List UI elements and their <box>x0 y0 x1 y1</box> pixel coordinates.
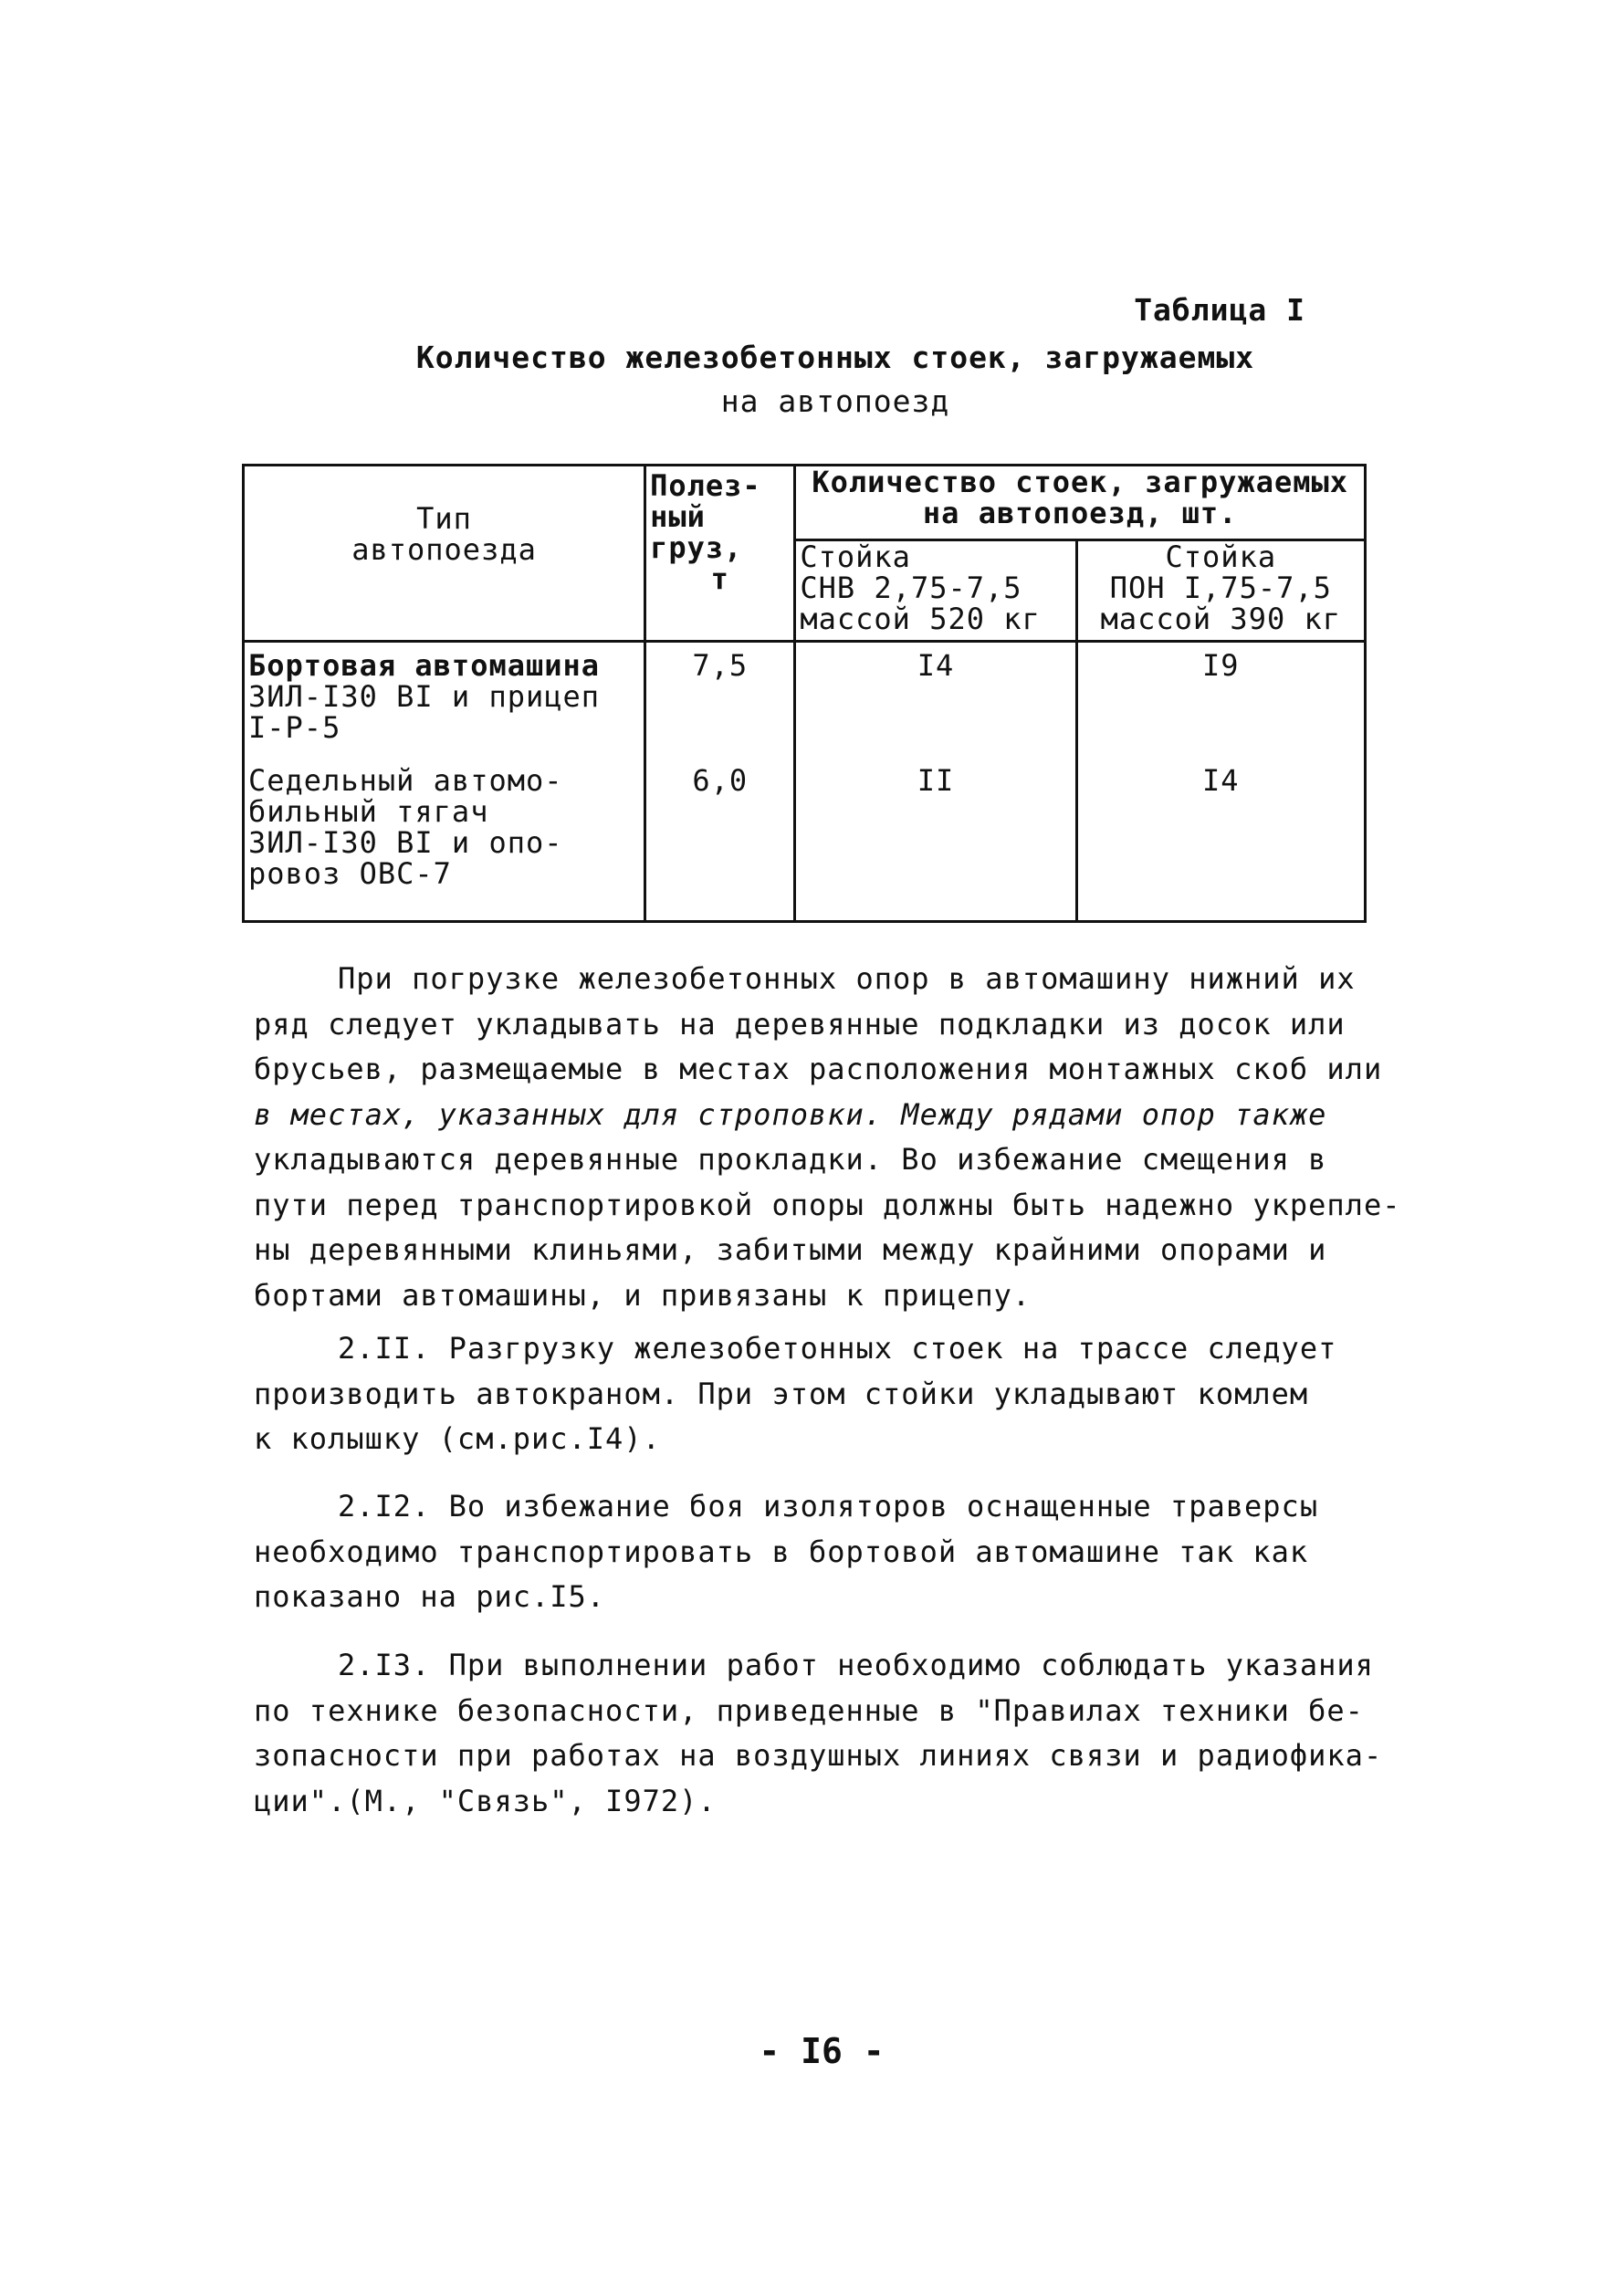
table-row <box>244 642 1366 759</box>
header-column-b <box>1076 539 1365 641</box>
paragraph-line: зопасности при работах на воздушных линиях связи и радиофика- <box>254 1738 1383 1773</box>
row-type-cell <box>244 758 645 922</box>
paragraph-line: показано на рис.I5. <box>254 1579 606 1614</box>
row-count-b-cell: I9 <box>1076 642 1365 759</box>
paragraph-line: брусьев, размещаемые в местах расположения монтажных скоб или <box>254 1052 1383 1086</box>
paragraph-line <box>254 1643 1386 1689</box>
row-type-line: бильный тягач <box>248 794 489 829</box>
table-title <box>274 336 1397 424</box>
header-count-line: Количество стоек, загружаемых <box>812 465 1349 499</box>
row-type-line: ЗИЛ-I30 ВI и опо- <box>248 825 563 860</box>
paragraph-line-text: 2.I2. Во избежание боя изоляторов оснащенные траверсы <box>338 1489 1319 1524</box>
row-count-a-cell: I4 <box>795 642 1076 759</box>
paragraph-line <box>254 957 1386 1002</box>
row-type-line: Бортовая автомашина <box>248 648 601 683</box>
paragraph-line: производить автокраном. При этом стойки укладывают комлем <box>254 1376 1309 1411</box>
table-title-line-2: на автопоезд <box>720 383 950 419</box>
paragraph-line: ряд следует укладывать на деревянные подкладки из досок или <box>254 1006 1346 1042</box>
header-b-line: ПОН I,75-7,5 <box>1109 570 1332 605</box>
header-b-line: массой 390 кг <box>1100 601 1342 636</box>
row-type-line: Седельный автомо- <box>248 763 563 798</box>
paragraph-line: по технике безопасности, приведенные в "Правилах техники бе- <box>254 1692 1364 1728</box>
paragraph-loading <box>254 957 1401 1318</box>
paragraph-line: бортами автомашины, и привязаны к прицепу. <box>254 1277 1032 1313</box>
row-type-line: ровоз ОВС-7 <box>248 856 452 891</box>
paragraph-line: укладываются деревянные прокладки. Во избежание смещения в <box>254 1142 1327 1177</box>
header-load-line: груз, <box>650 530 743 565</box>
row-type-line: ЗИЛ-I30 ВI и прицеп <box>248 679 601 714</box>
table-row <box>244 758 1366 922</box>
paragraph-2-11 <box>254 1326 1386 1462</box>
row-load-cell: 7,5 <box>645 642 795 759</box>
header-type-line: автопоезда <box>351 532 537 567</box>
paragraph-line <box>254 1326 1386 1372</box>
header-count-line: на автопоезд, шт. <box>922 496 1238 530</box>
row-type-cell <box>244 642 645 759</box>
paragraph-line: необходимо транспортировать в бортовой автомашине так как <box>254 1534 1309 1569</box>
row-count-b-cell: I4 <box>1076 758 1365 922</box>
paragraph-line: в местах, указанных для строповки. Между рядами опор также <box>254 1096 1327 1132</box>
table-title-line-1: Количество железобетонных стоек, загружаемых <box>415 340 1255 375</box>
header-type-line: Тип <box>416 501 472 536</box>
paragraph-line-text: 2.I3. При выполнении работ необходимо соблюдать указания <box>338 1648 1374 1682</box>
loading-table <box>242 464 1367 923</box>
paragraph-2-12 <box>254 1484 1386 1620</box>
header-load-line: Полез- <box>650 468 761 503</box>
header-load-line: т <box>710 561 729 596</box>
table-label: Таблица I <box>1134 292 1305 328</box>
header-column-a <box>795 539 1076 641</box>
header-a-line: Стойка <box>800 539 911 574</box>
paragraph-line-text: 2.II. Разгрузку железобетонных стоек на трассе следует <box>338 1331 1337 1366</box>
paragraph-line: к колышку (см.рис.I4). <box>254 1421 661 1456</box>
header-count <box>795 466 1366 540</box>
paragraph-line: ции".(М., "Связь", I972). <box>254 1783 717 1818</box>
paragraph-2-13 <box>254 1643 1386 1824</box>
paragraph-line <box>254 1484 1386 1530</box>
paragraph-line: пути перед транспортировкой опоры должны быть надежно укрепле- <box>254 1187 1401 1222</box>
header-load-line: ный <box>650 499 706 534</box>
paragraph-line-text: При погрузке железобетонных опор в автомашину нижний их <box>338 961 1356 996</box>
header-b-line: Стойка <box>1165 539 1277 574</box>
header-a-line: СНВ 2,75-7,5 <box>800 570 1022 605</box>
header-load <box>645 466 795 642</box>
row-load-cell: 6,0 <box>645 758 795 922</box>
header-type <box>244 466 645 642</box>
page-number: - I6 - <box>759 2031 885 2071</box>
header-a-line: массой 520 кг <box>800 601 1041 636</box>
row-count-a-cell: II <box>795 758 1076 922</box>
table-header-row <box>244 466 1366 540</box>
row-type-line: I-Р-5 <box>248 710 341 745</box>
paragraph-line: ны деревянными клиньями, забитыми между крайними опорами и <box>254 1232 1327 1267</box>
